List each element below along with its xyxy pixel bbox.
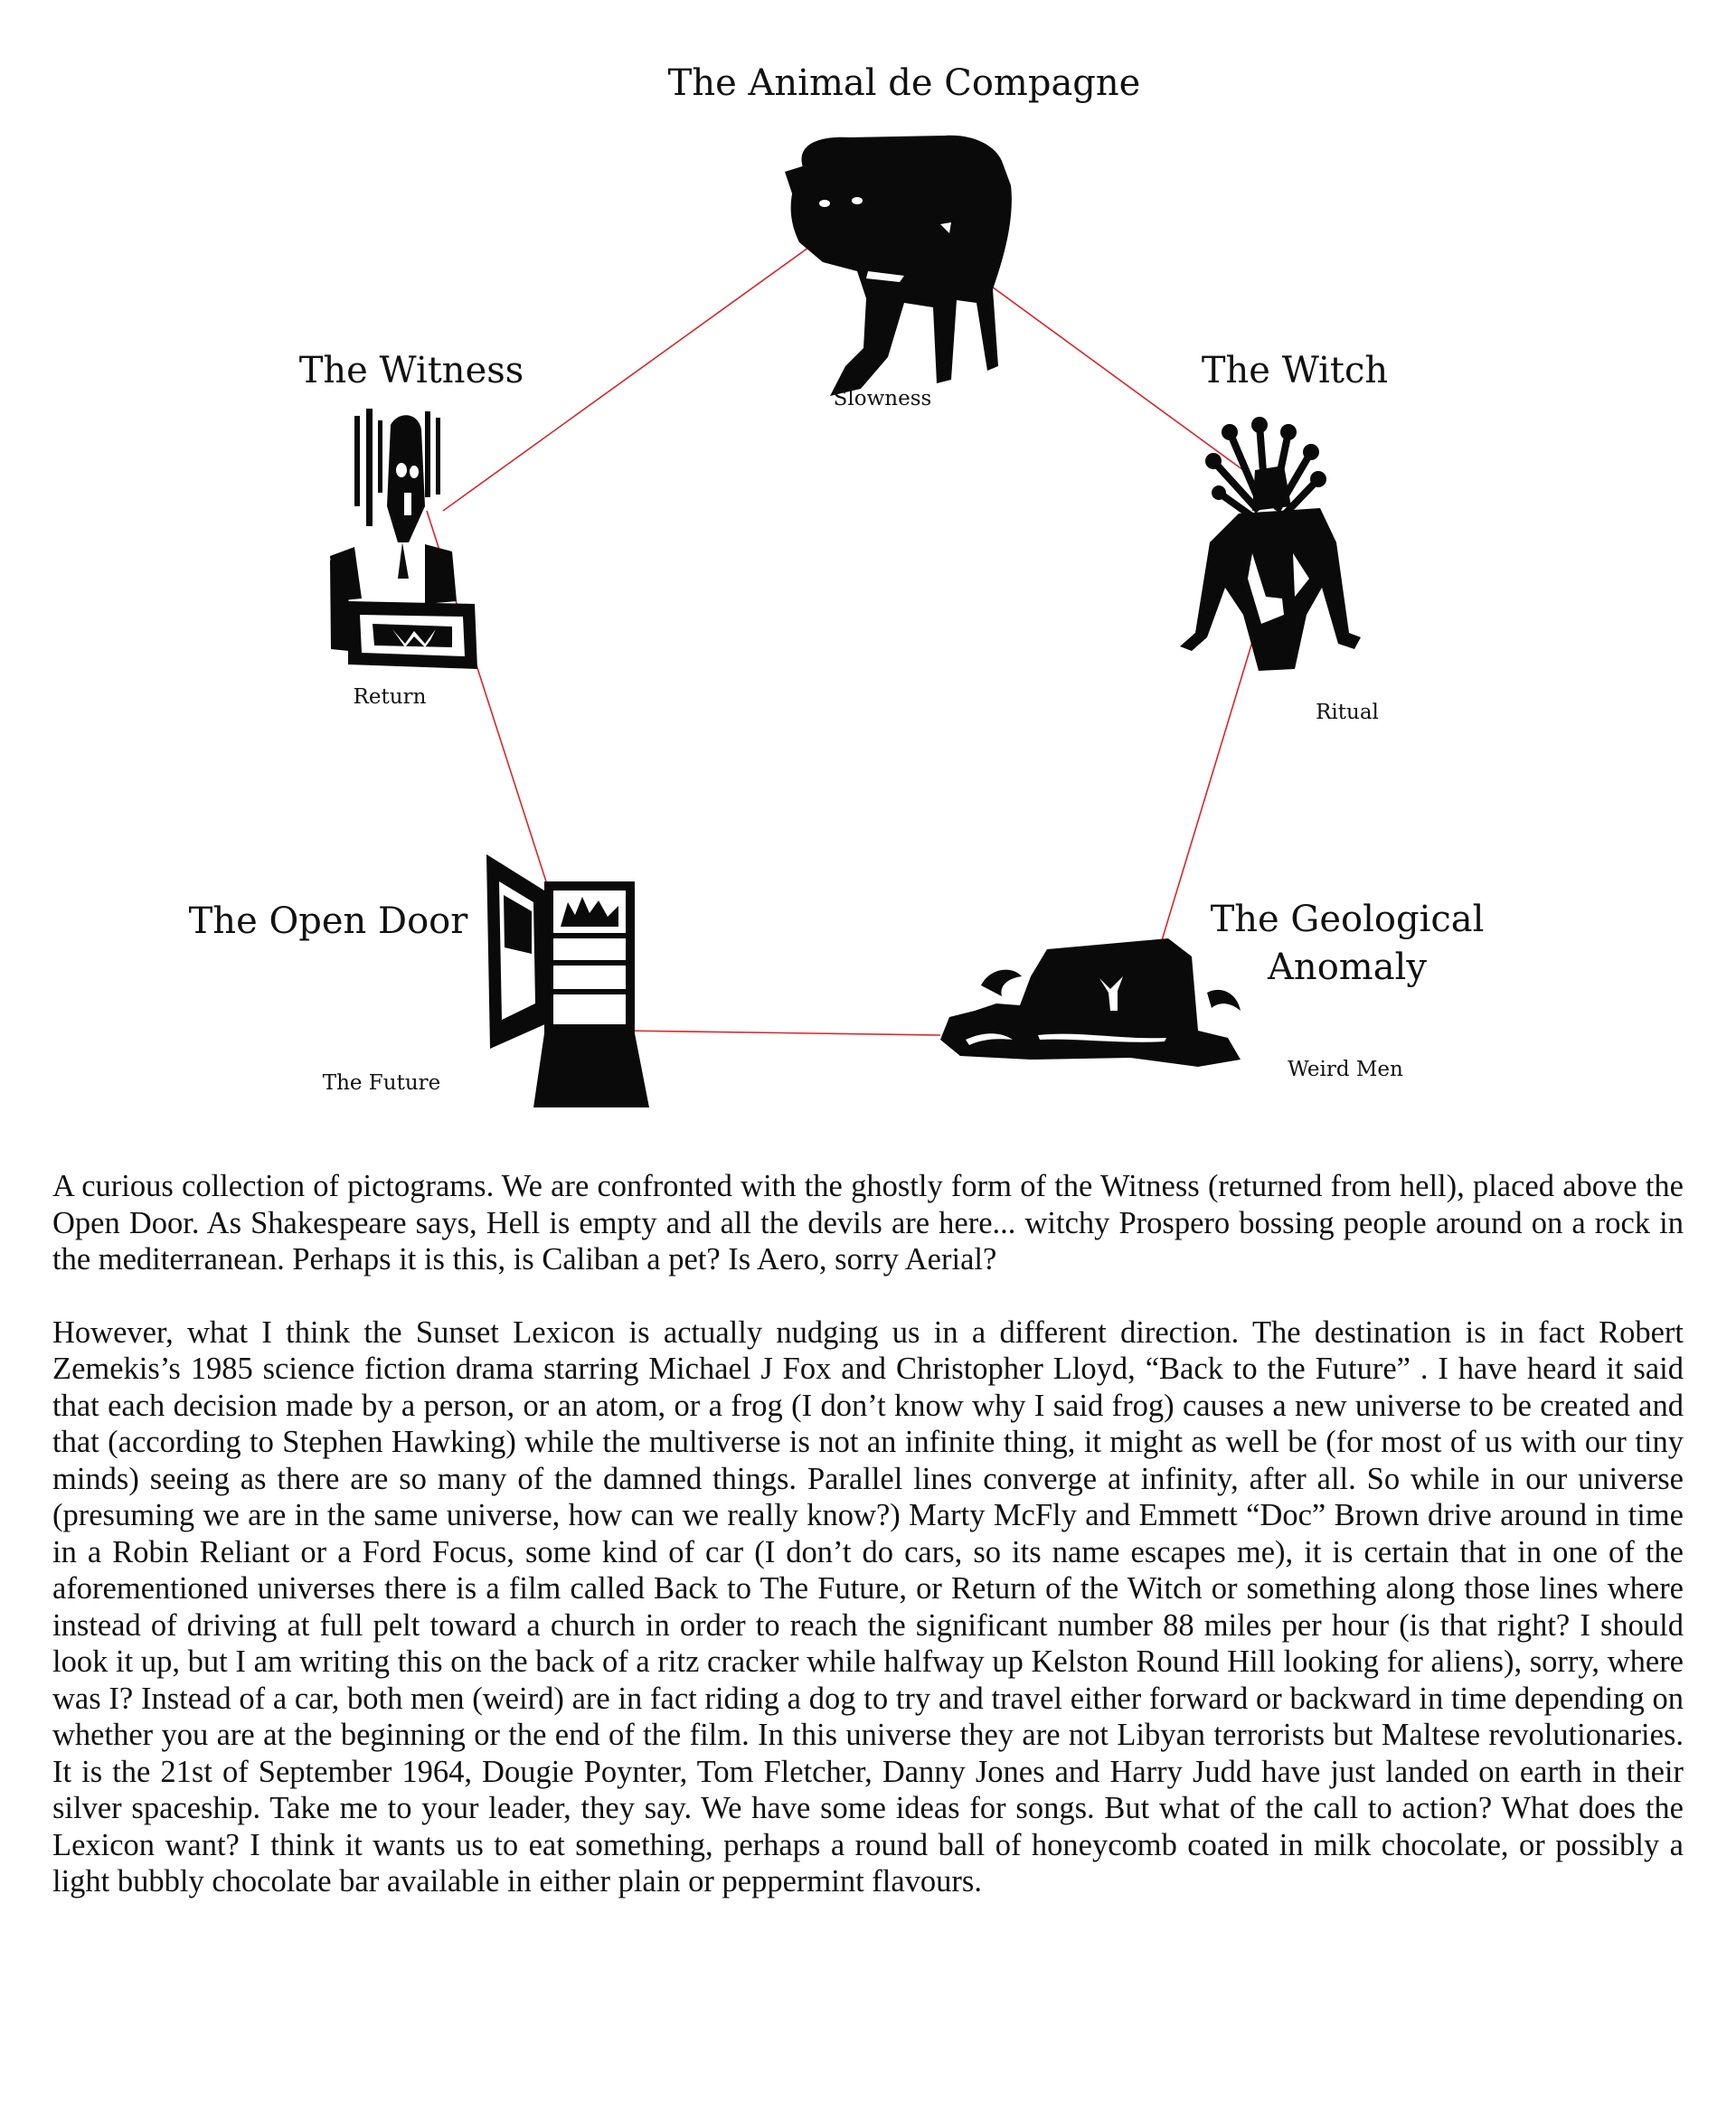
node-animal bbox=[668, 62, 1141, 410]
rock-icon bbox=[940, 938, 1241, 1067]
node-title: The Animal de Compagne bbox=[667, 62, 1141, 104]
node-title-line-2: Anomaly bbox=[1268, 947, 1427, 988]
edge-geological-door bbox=[619, 1031, 940, 1035]
dog-icon bbox=[785, 136, 1012, 396]
node-title: The Witness bbox=[298, 350, 524, 391]
node-title: The Witch bbox=[1201, 350, 1389, 391]
node-subtitle: Weird Men bbox=[1288, 1058, 1403, 1081]
node-geological bbox=[940, 899, 1484, 1081]
paragraph: A curious collection of pictograms. We are confronted with the ghostly form of the Witness (returned from hell), placed above the Open Door. As Shakespeare says, Hell is empty and all the devils are here... witchy Prospero bossing people around on a rock in the mediterranean. Perhaps it is this, is Caliban a pet? Is Aero, sorry Aerial? bbox=[52, 1169, 1684, 1277]
node-title: The Open Door bbox=[188, 900, 468, 942]
node-subtitle: Return bbox=[353, 685, 427, 709]
node-witch bbox=[1180, 350, 1388, 724]
node-subtitle: The Future bbox=[322, 1071, 441, 1095]
node-subtitle: Ritual bbox=[1316, 701, 1379, 724]
witch-icon bbox=[1180, 417, 1361, 671]
node-witness bbox=[299, 350, 524, 709]
node-title-line-1: The Geological bbox=[1210, 899, 1485, 940]
node-subtitle: Slowness bbox=[833, 387, 932, 410]
node-door bbox=[189, 854, 649, 1107]
door-icon bbox=[486, 854, 649, 1107]
paragraph: However, what I think the Sunset Lexicon is actually nudging us in a different direction. The destination is in fact Robert Zemekis’s 1985 science fiction drama starring Michael J Fox and Christopher Lloyd, “Back to the Future” . I have heard it said that each decision made by a person, or an atom, or a frog (I don’t know why I said frog) causes a new universe to be created and that (according to Stephen Hawking) while the multiverse is not an infinite thing, it might as well be (for most of us with our tiny minds) seeing as there are so many of the damned things. Parallel lines converge at infinity, after all. So while in our universe (presuming we are in the same universe, how can we really know?) Marty McFly and Emmett “Doc” Brown drive around in time in a Robin Reliant or a Ford Focus, some kind of car (I don’t do cars, so its name escapes me), it is certain that in one of the aforementioned universes there is a film called Back to The Future, or Return of the Witch or something along those lines where instead of driving at full pelt toward a church in order to reach the significant number 88 miles per hour (is that right? I should look it up, but I am writing this on the back of a ritz cracker while halfway up Kelston Round Hill looking for aliens), sorry, where was I? Instead of a car, both men (weird) are in fact riding a dog to try and travel either forward or backward in time depending on whether you are at the beginning or the end of the film. In this universe they are not Libyan terrorists but Maltese revolutionaries. It is the 21st of September 1964, Dougie Poynter, Tom Fletcher, Danny Jones and Harry Judd have just landed on earth in their silver spaceship. Take me to your leader, they say. We have some ideas for songs. But what of the call to action? What does the Lexicon want? I think it wants us to eat something, perhaps a round ball of honeycomb coated in milk chocolate, or possibly a light bubbly chocolate bar available in either plain or peppermint flavours. bbox=[52, 1314, 1684, 1899]
ghost-icon bbox=[330, 409, 477, 669]
body-text bbox=[52, 1168, 1684, 1936]
